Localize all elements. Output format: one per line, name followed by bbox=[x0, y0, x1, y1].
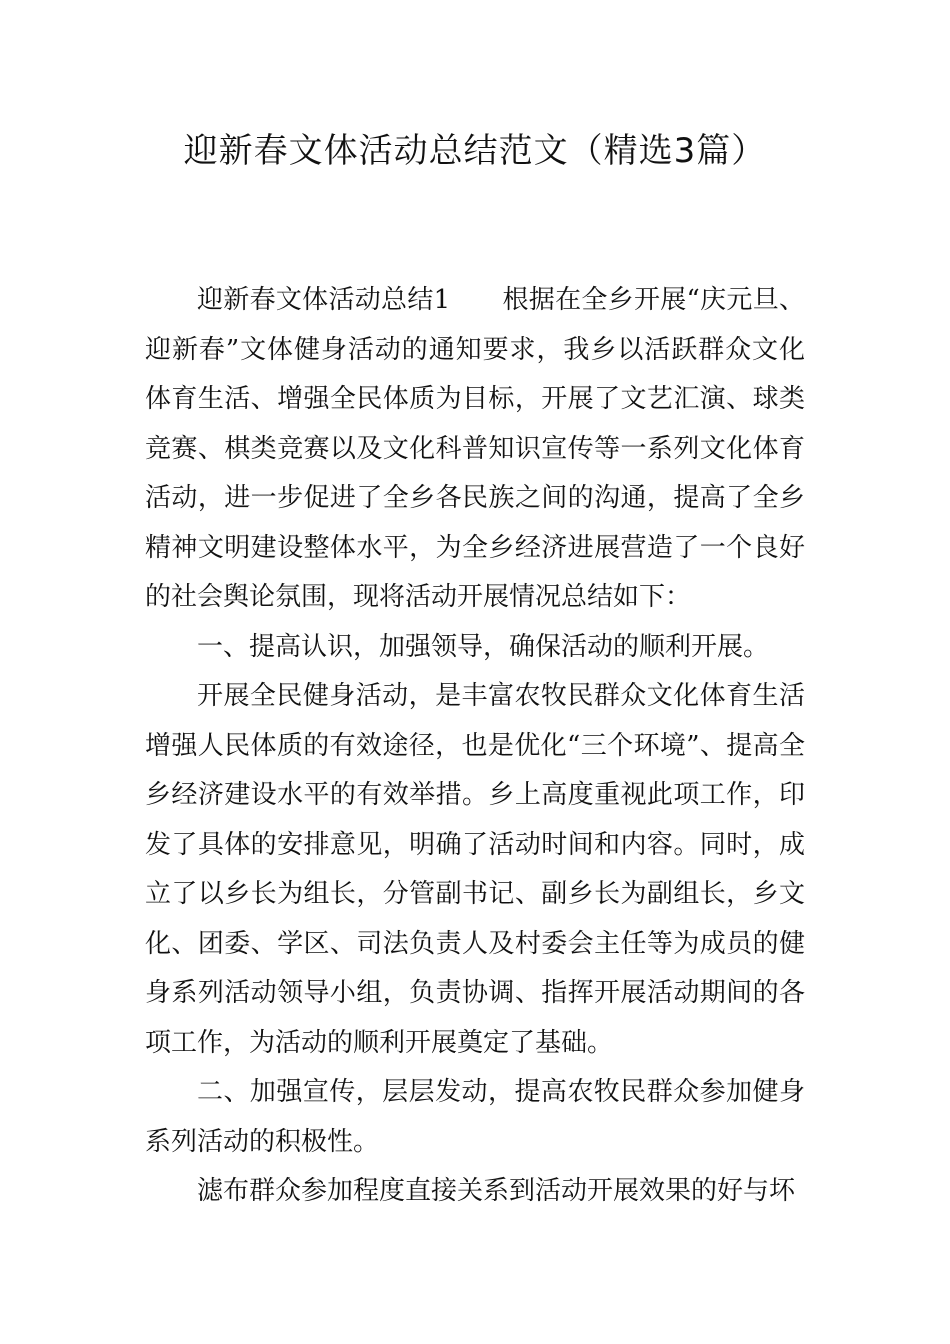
document-body bbox=[145, 276, 805, 1217]
paragraph-intro-text: 根据在全乡开展“庆元旦、迎新春”文体健身活动的通知要求，我乡以活跃群众文化体育生活、增强全民体质为目标，开展了文艺汇演、球类竞赛、棋类竞赛以及文化科普知识宣传等一系列文化体育活动，进一步促进了全乡各民族之间的沟通，提高了全乡精神文明建设整体水平，为全乡经济进展营造了一个良好的社会舆论氛围，现将活动开展情况总结如下： bbox=[145, 285, 805, 612]
section-heading: 迎新春文体活动总结1 bbox=[197, 285, 451, 315]
paragraph-intro bbox=[145, 276, 805, 623]
paragraph-heading-2: 二、加强宣传，层层发动，提高农牧民群众参加健身系列活动的积极性。 bbox=[145, 1077, 805, 1157]
document-title: 迎新春文体活动总结范文（精选3篇） bbox=[183, 131, 767, 171]
paragraph-body-1: 开展全民健身活动，是丰富农牧民群众文化体育生活增强人民体质的有效途径，也是优化“三个环境”、提高全乡经济建设水平的有效举措。乡上高度重视此项工作，印发了具体的安排意见，明确了活动时间和内容。同时，成立了以乡长为组长，分管副书记、副乡长为副组长，乡文化、团委、学区、司法负责人及村委会主任等为成员的健身系列活动领导小组，负责协调、指挥开展活动期间的各项工作，为活动的顺利开展奠定了基础。 bbox=[145, 681, 805, 1058]
paragraph-heading-1: 一、提高认识，加强领导，确保活动的顺利开展。 bbox=[197, 631, 770, 662]
paragraph-body-2: 滤布群众参加程度直接关系到活动开展效果的好与坏 bbox=[197, 1176, 796, 1206]
